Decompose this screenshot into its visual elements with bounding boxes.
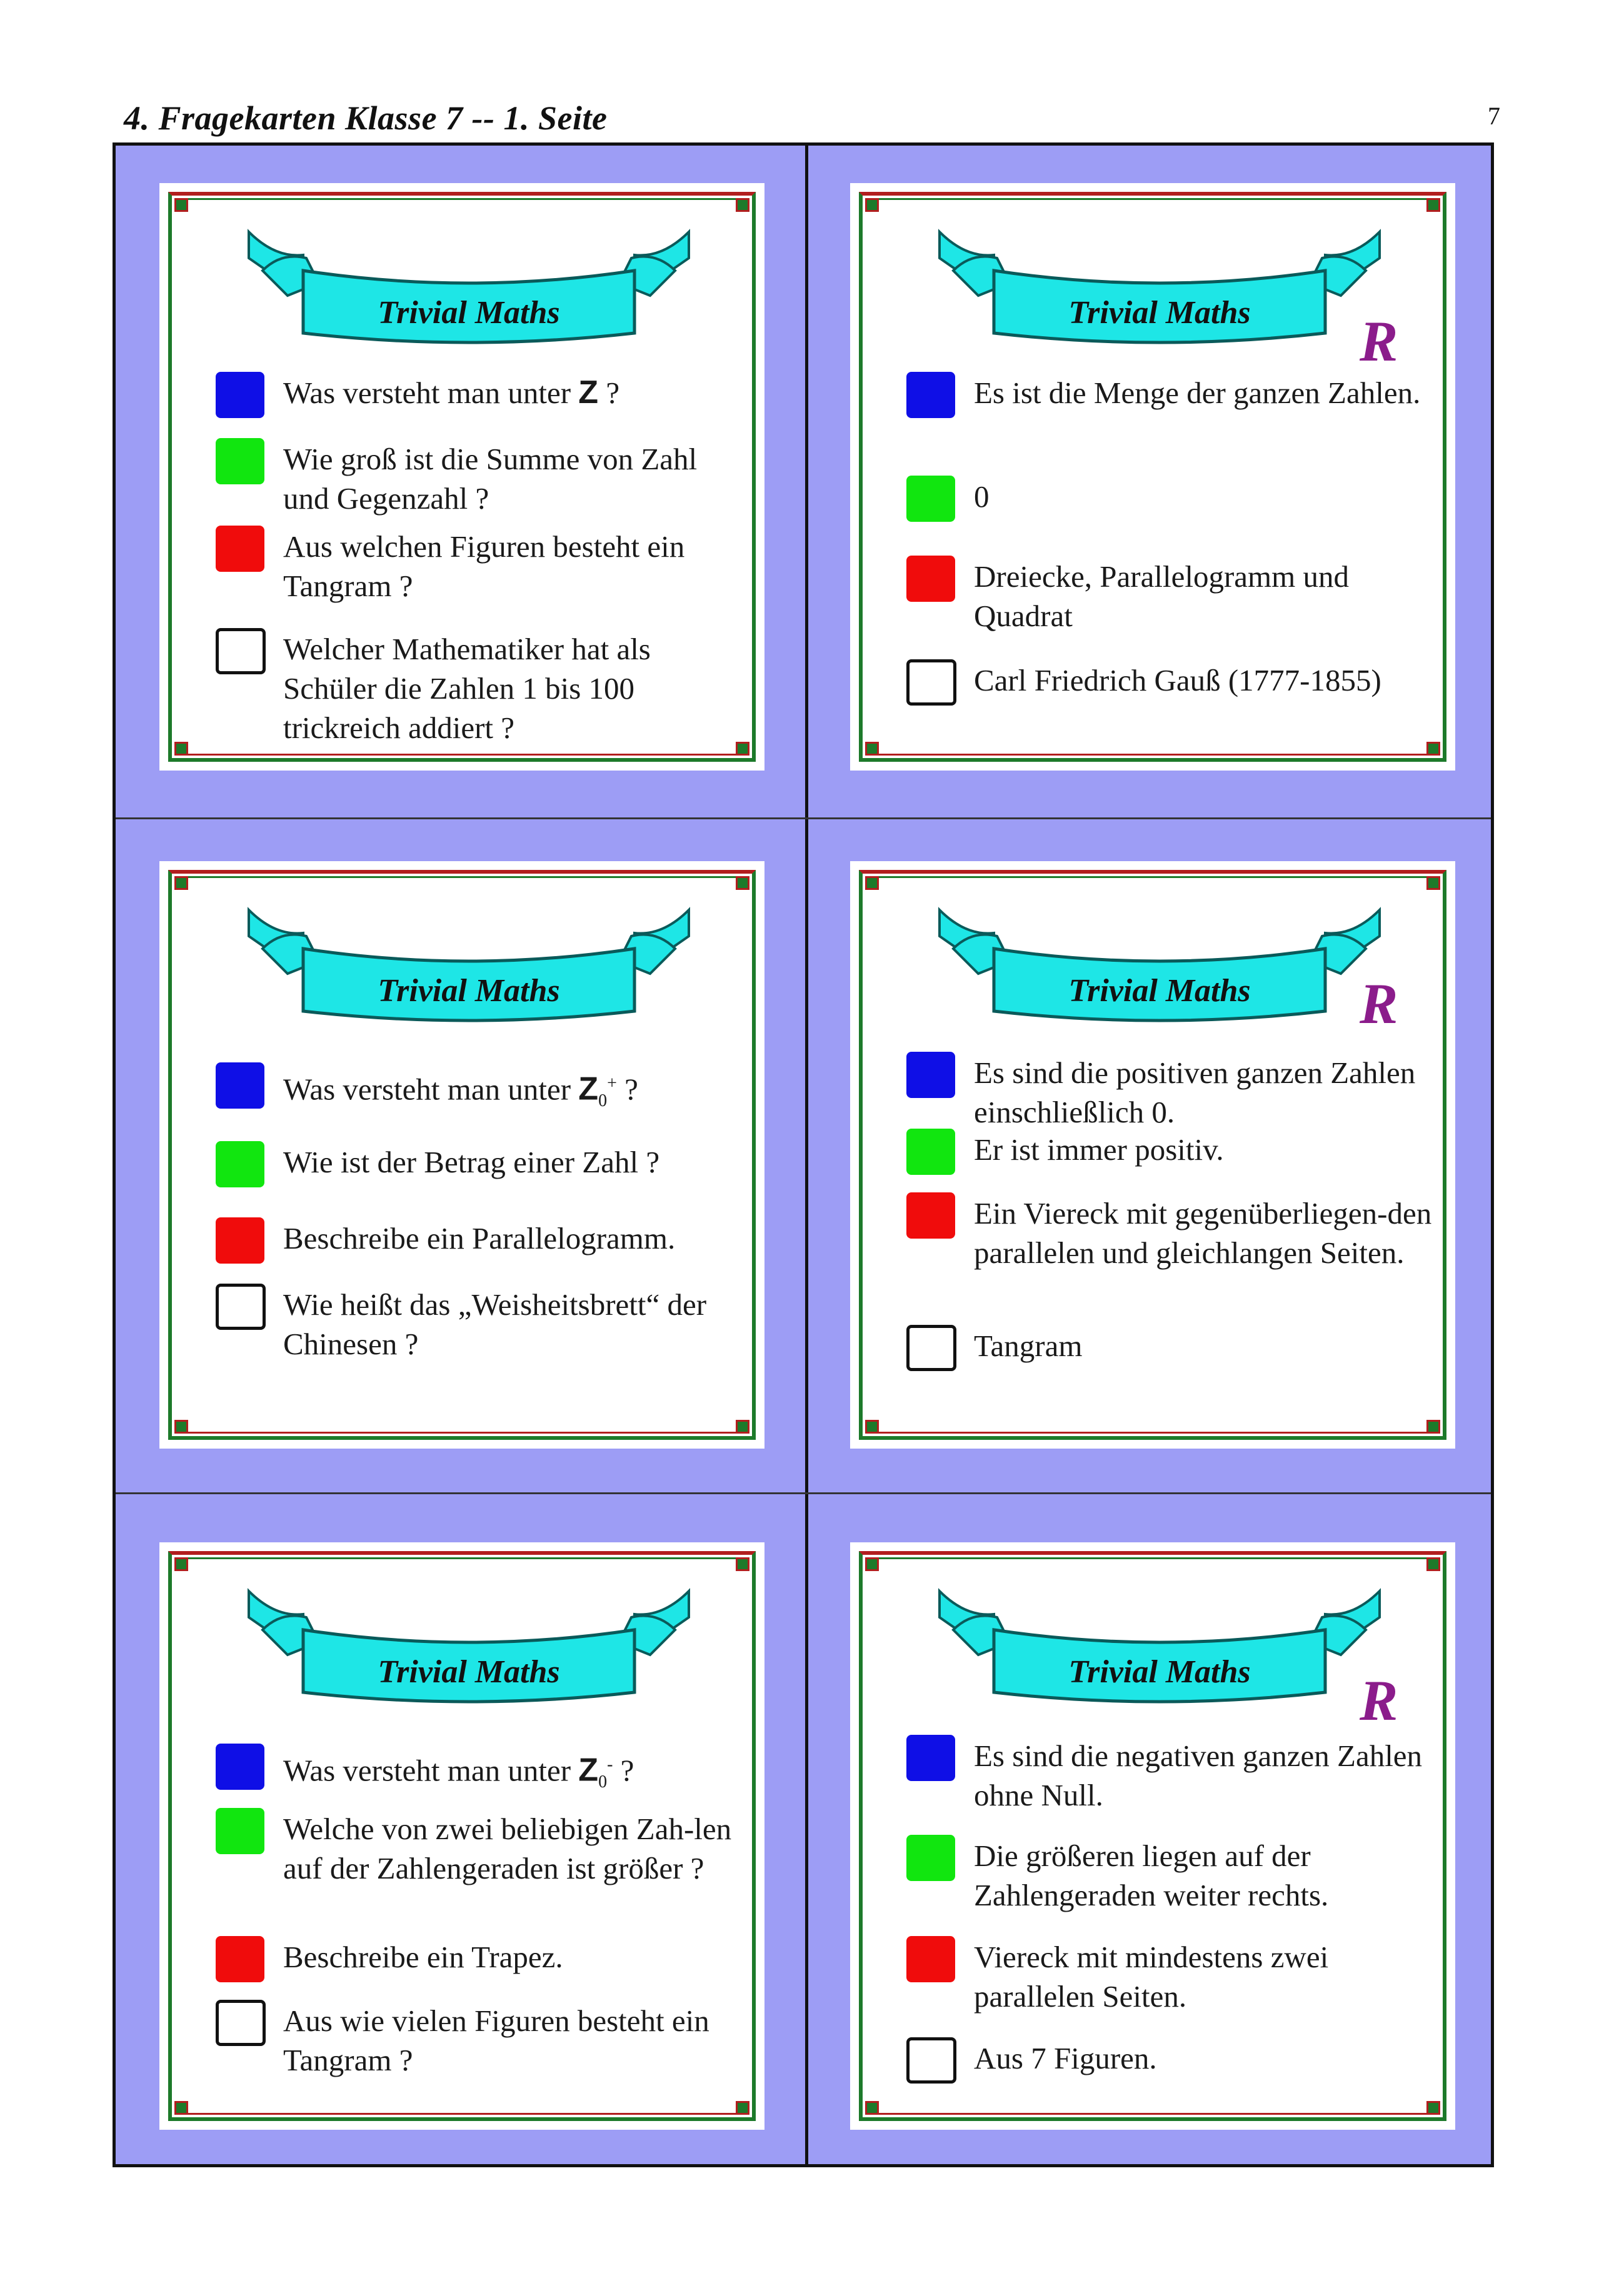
question-card-1: Trivial Maths Was versteht man unter Z ? Wie groß ist die Summe von Zahl und Gegenzahl ? Aus welchen Figuren besteht ein Tangram ? Welcher Mathematiker hat als Schüler die Zahlen 1 bis 100 trickreich addiert ? bbox=[159, 183, 764, 771]
trivial-maths-banner bbox=[935, 892, 1385, 1027]
card-sheet bbox=[113, 142, 1494, 2167]
trivial-maths-banner bbox=[935, 214, 1385, 349]
blue-square-icon bbox=[906, 372, 955, 418]
answer-mark: R bbox=[1360, 1669, 1398, 1732]
red-square-icon bbox=[906, 1192, 955, 1239]
page-number: 7 bbox=[1488, 102, 1500, 130]
red-square-icon bbox=[216, 1217, 264, 1264]
red-square-icon bbox=[906, 556, 955, 602]
page-title: 4. Fragekarten Klasse 7 -- 1. Seite bbox=[124, 99, 608, 137]
blue-square-icon bbox=[216, 1744, 264, 1790]
trivial-maths-banner bbox=[244, 214, 694, 349]
white-square-icon bbox=[906, 2037, 956, 2084]
green-square-icon bbox=[216, 1141, 264, 1187]
white-square-icon bbox=[216, 2000, 266, 2046]
banner-text: Trivial Maths bbox=[378, 1654, 560, 1690]
answer-card-2: Trivial Maths R Es sind die positiven ganzen Zahlen einschließlich 0. Er ist immer positiv. Ein Viereck mit gegenüberliegen-den parallelen und gleichlangen Seiten. Tangram bbox=[850, 861, 1455, 1449]
blue-square-icon bbox=[216, 1062, 264, 1109]
white-square-icon bbox=[216, 628, 266, 674]
red-square-icon bbox=[216, 526, 264, 572]
banner-text: Trivial Maths bbox=[378, 295, 560, 331]
answer-card-1: Trivial Maths R Es ist die Menge der ganzen Zahlen. 0 Dreiecke, Parallelogramm und Quadrat Carl Friedrich Gauß (1777-1855) bbox=[850, 183, 1455, 771]
answer-mark: R bbox=[1360, 972, 1398, 1036]
white-square-icon bbox=[906, 659, 956, 706]
divider-vertical bbox=[805, 146, 808, 2164]
blue-square-icon bbox=[216, 372, 264, 418]
red-square-icon bbox=[216, 1936, 264, 1982]
trivial-maths-banner bbox=[244, 1574, 694, 1708]
green-square-icon bbox=[906, 1129, 955, 1175]
divider-horizontal bbox=[116, 817, 1491, 819]
trivial-maths-banner bbox=[244, 892, 694, 1027]
red-square-icon bbox=[906, 1936, 955, 1982]
answer-mark: R bbox=[1360, 309, 1398, 373]
green-square-icon bbox=[216, 1808, 264, 1854]
banner-text: Trivial Maths bbox=[1068, 973, 1251, 1009]
divider-horizontal bbox=[116, 1492, 1491, 1494]
banner-text: Trivial Maths bbox=[1068, 295, 1251, 331]
blue-square-icon bbox=[906, 1052, 955, 1098]
banner-text: Trivial Maths bbox=[378, 973, 560, 1009]
green-square-icon bbox=[906, 476, 955, 522]
trivial-maths-banner bbox=[935, 1574, 1385, 1708]
green-square-icon bbox=[216, 438, 264, 484]
blue-square-icon bbox=[906, 1735, 955, 1781]
question-card-3: Trivial Maths Was versteht man unter $Z_0^-$ ? Welche von zwei beliebigen Zah-len auf der Zahlengeraden ist größer ? Beschreibe ein Trapez. Aus wie vielen Figuren besteht ein Tangram ? bbox=[159, 1542, 764, 2130]
green-square-icon bbox=[906, 1835, 955, 1881]
page-header bbox=[119, 92, 1500, 142]
banner-text: Trivial Maths bbox=[1068, 1654, 1251, 1690]
white-square-icon bbox=[906, 1325, 956, 1371]
answer-card-3: Trivial Maths R Es sind die negativen ganzen Zahlen ohne Null. Die größeren liegen auf der Zahlengeraden weiter rechts. Viereck mit mindestens zwei parallelen Seiten. Aus 7 Figuren. bbox=[850, 1542, 1455, 2130]
white-square-icon bbox=[216, 1284, 266, 1330]
question-card-2: Trivial Maths Was versteht man unter $Z_0^+$ ? Wie ist der Betrag einer Zahl ? Beschreibe ein Parallelogramm. Wie heißt das „Weisheitsbrett“ der Chinesen ? bbox=[159, 861, 764, 1449]
